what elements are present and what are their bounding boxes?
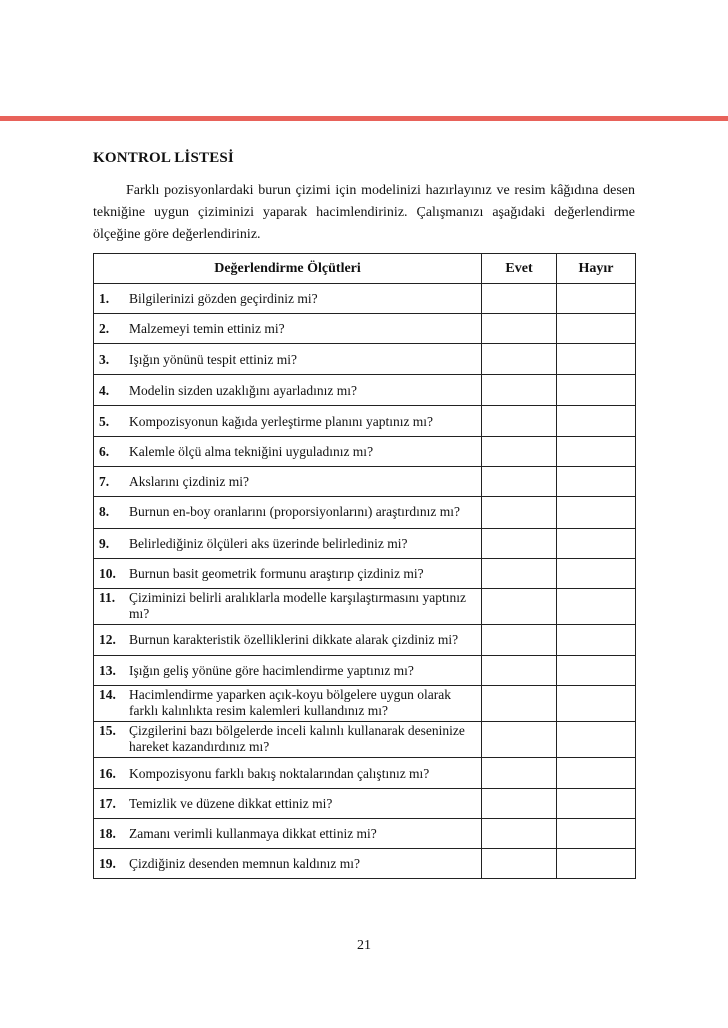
criteria-number: 3. — [99, 351, 110, 367]
yes-checkbox-cell[interactable] — [482, 406, 557, 437]
yes-checkbox-cell[interactable] — [482, 314, 557, 344]
criteria-cell — [94, 437, 482, 467]
table-row — [94, 819, 636, 849]
criteria-number: 5. — [99, 413, 110, 429]
no-checkbox-cell[interactable] — [557, 344, 636, 375]
criteria-cell — [94, 656, 482, 686]
no-checkbox-cell[interactable] — [557, 819, 636, 849]
criteria-text: Kompozisyonun kağıda yerleştirme planını yaptınız mı? — [129, 413, 434, 429]
table-row — [94, 789, 636, 819]
criteria-cell — [94, 722, 482, 758]
criteria-cell — [94, 849, 482, 879]
yes-checkbox-cell[interactable] — [482, 497, 557, 529]
criteria-number: 19. — [99, 856, 116, 871]
no-checkbox-cell[interactable] — [557, 789, 636, 819]
table-row — [94, 529, 636, 559]
criteria-text: Kalemle ölçü alma tekniğini uyguladınız mı? — [129, 444, 374, 459]
criteria-text: Belirlediğiniz ölçüleri aks üzerinde belirlediniz mi? — [129, 536, 408, 551]
no-checkbox-cell[interactable] — [557, 589, 636, 625]
no-checkbox-cell[interactable] — [557, 529, 636, 559]
table-row — [94, 497, 636, 529]
header-accent-rule — [0, 116, 728, 121]
table-row — [94, 589, 636, 625]
yes-checkbox-cell[interactable] — [482, 344, 557, 375]
criteria-number: 14. — [99, 687, 116, 702]
table-row — [94, 344, 636, 375]
criteria-text: Hacimlendirme yaparken açık-koyu bölgelere uygun olarak farklı kalınlıkta resim kalemleri kullandınız mı? — [129, 687, 451, 718]
table-row — [94, 722, 636, 758]
criteria-cell — [94, 758, 482, 789]
criteria-text: Burnun karakteristik özelliklerini dikkate alarak çizdiniz mi? — [129, 631, 459, 647]
yes-column-header: Evet — [482, 254, 557, 284]
no-checkbox-cell[interactable] — [557, 656, 636, 686]
criteria-cell — [94, 559, 482, 589]
yes-checkbox-cell[interactable] — [482, 758, 557, 789]
criteria-cell — [94, 589, 482, 625]
checklist-table — [93, 253, 636, 879]
no-column-header: Hayır — [557, 254, 636, 284]
criteria-number: 18. — [99, 826, 116, 841]
criteria-cell — [94, 686, 482, 722]
criteria-number: 9. — [99, 536, 110, 551]
criteria-number: 8. — [99, 504, 110, 519]
intro-paragraph: Farklı pozisyonlardaki burun çizimi için modelinizi hazırlayınız ve resim kâğıdına desen tekniğine uygun çiziminizi yaparak hacimlendiriniz. Çalışmanızı aşağıdaki değerlendirme ölçeğine göre değerlendiriniz. — [93, 183, 635, 242]
criteria-text: Modelin sizden uzaklığını ayarladınız mı? — [129, 382, 357, 398]
yes-checkbox-cell[interactable] — [482, 656, 557, 686]
table-row — [94, 467, 636, 497]
criteria-text: Çizgilerini bazı bölgelerde inceli kalınlı kullanarak deseninize hareket kazandırdınız mı? — [129, 723, 465, 754]
criteria-cell — [94, 375, 482, 406]
criteria-number: 6. — [99, 444, 110, 459]
criteria-text: Temizlik ve düzene dikkat ettiniz mi? — [129, 796, 333, 811]
no-checkbox-cell[interactable] — [557, 406, 636, 437]
table-row — [94, 625, 636, 656]
no-checkbox-cell[interactable] — [557, 437, 636, 467]
no-checkbox-cell[interactable] — [557, 375, 636, 406]
yes-checkbox-cell[interactable] — [482, 284, 557, 314]
no-checkbox-cell[interactable] — [557, 849, 636, 879]
yes-checkbox-cell[interactable] — [482, 722, 557, 758]
section-heading: KONTROL LİSTESİ — [93, 150, 234, 166]
yes-checkbox-cell[interactable] — [482, 849, 557, 879]
criteria-text: Çizdiğiniz desenden memnun kaldınız mı? — [129, 856, 360, 871]
table-header-row — [94, 254, 636, 284]
criteria-number: 17. — [99, 796, 116, 811]
table-row — [94, 375, 636, 406]
criteria-cell — [94, 625, 482, 656]
yes-checkbox-cell[interactable] — [482, 589, 557, 625]
criteria-text: Çiziminizi belirli aralıklarla modelle karşılaştırmasını yaptınız mı? — [129, 590, 467, 621]
no-checkbox-cell[interactable] — [557, 314, 636, 344]
criteria-number: 1. — [99, 291, 110, 306]
criteria-number: 16. — [99, 765, 116, 781]
page-number: 21 — [357, 938, 371, 953]
criteria-text: Malzemeyi temin ettiniz mi? — [129, 321, 285, 336]
criteria-cell — [94, 789, 482, 819]
no-checkbox-cell[interactable] — [557, 722, 636, 758]
no-checkbox-cell[interactable] — [557, 625, 636, 656]
yes-checkbox-cell[interactable] — [482, 686, 557, 722]
criteria-text: Kompozisyonu farklı bakış noktalarından çalıştınız mı? — [129, 765, 430, 781]
no-checkbox-cell[interactable] — [557, 497, 636, 529]
criteria-cell — [94, 819, 482, 849]
table-row — [94, 284, 636, 314]
yes-checkbox-cell[interactable] — [482, 625, 557, 656]
criteria-number: 15. — [99, 723, 116, 738]
checklist-body — [94, 284, 636, 879]
table-row — [94, 758, 636, 789]
criteria-text: Burnun en-boy oranlarını (proporsiyonlarını) araştırdınız mı? — [129, 504, 461, 519]
table-row — [94, 686, 636, 722]
table-row — [94, 406, 636, 437]
criteria-cell — [94, 529, 482, 559]
criteria-number: 4. — [99, 382, 110, 398]
criteria-text: Işığın geliş yönüne göre hacimlendirme yaptınız mı? — [129, 663, 414, 678]
criteria-cell — [94, 314, 482, 344]
criteria-cell — [94, 284, 482, 314]
yes-checkbox-cell[interactable] — [482, 559, 557, 589]
criteria-number: 12. — [99, 631, 116, 647]
criteria-number: 7. — [99, 474, 110, 489]
criteria-number: 13. — [99, 663, 116, 678]
no-checkbox-cell[interactable] — [557, 467, 636, 497]
criteria-cell — [94, 406, 482, 437]
yes-checkbox-cell[interactable] — [482, 437, 557, 467]
table-row — [94, 849, 636, 879]
criteria-text: Bilgilerinizi gözden geçirdiniz mi? — [129, 291, 318, 306]
no-checkbox-cell[interactable] — [557, 284, 636, 314]
table-row — [94, 656, 636, 686]
table-row — [94, 314, 636, 344]
yes-checkbox-cell[interactable] — [482, 529, 557, 559]
no-checkbox-cell[interactable] — [557, 686, 636, 722]
yes-checkbox-cell[interactable] — [482, 375, 557, 406]
table-row — [94, 559, 636, 589]
criteria-number: 11. — [99, 590, 116, 605]
criteria-text: Işığın yönünü tespit ettiniz mi? — [129, 351, 297, 367]
criteria-number: 10. — [99, 566, 116, 581]
criteria-column-header: Değerlendirme Ölçütleri — [94, 254, 482, 284]
no-checkbox-cell[interactable] — [557, 758, 636, 789]
criteria-text: Akslarını çizdiniz mi? — [129, 474, 249, 489]
yes-checkbox-cell[interactable] — [482, 467, 557, 497]
yes-checkbox-cell[interactable] — [482, 819, 557, 849]
criteria-number: 2. — [99, 321, 110, 336]
criteria-cell — [94, 467, 482, 497]
table-row — [94, 437, 636, 467]
criteria-cell — [94, 497, 482, 529]
criteria-text: Burnun basit geometrik formunu araştırıp çizdiniz mi? — [129, 566, 424, 581]
criteria-text: Zamanı verimli kullanmaya dikkat ettiniz mi? — [129, 826, 377, 841]
yes-checkbox-cell[interactable] — [482, 789, 557, 819]
criteria-cell — [94, 344, 482, 375]
no-checkbox-cell[interactable] — [557, 559, 636, 589]
